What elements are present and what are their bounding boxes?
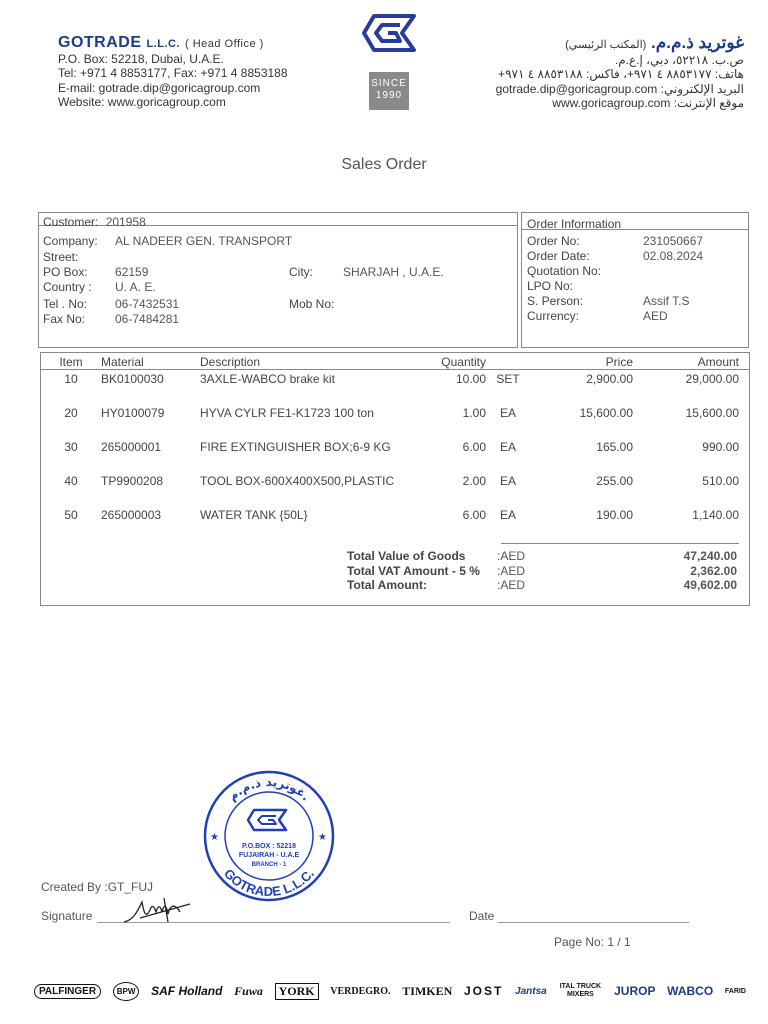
item-quantity: 10.00 — [455, 372, 486, 386]
timken-logo: TIMKEN — [402, 983, 453, 998]
jost-logo: JOST — [463, 984, 504, 998]
fax-value: 06-7484281 — [115, 312, 180, 326]
item-number: 40 — [64, 474, 78, 488]
lpo-label: LPO No: — [527, 279, 574, 293]
created-by: Created By :GT_FUJ — [41, 880, 154, 894]
item-number: 50 — [64, 508, 78, 522]
phone-fax: Tel: +971 4 8853177, Fax: +971 4 8853188 — [58, 66, 288, 80]
item-quantity: 2.00 — [462, 474, 486, 488]
address-arabic: ص.ب. ٥٢٢١٨، دبي، إ.ع.م. — [614, 52, 744, 67]
email-arabic: البريد الإلكتروني: gotrade.dip@goricagroup.com — [495, 81, 744, 96]
material-code: TP9900208 — [101, 474, 164, 488]
item-unit: EA — [499, 440, 516, 454]
bpw-logo: BPW — [113, 982, 140, 1001]
stamp-branch: BRANCH - 1 — [251, 862, 287, 868]
ital-logo: ITAL TRUCK MIXERS — [559, 983, 602, 998]
city-value: SHARJAH , U.A.E. — [343, 265, 444, 279]
company-stamp — [196, 766, 342, 902]
sperson-label: S. Person: — [527, 294, 584, 308]
mob-label: Mob No: — [289, 297, 335, 311]
country-row: Country : — [43, 280, 92, 294]
item-price: 190.00 — [596, 508, 633, 522]
tel-row: Tel . No: — [43, 297, 88, 311]
pobox-value: 62159 — [115, 265, 149, 279]
handwritten-signature — [120, 892, 204, 928]
signature-label: Signature — [41, 909, 93, 923]
country-value: U. A. E. — [115, 280, 156, 294]
stamp-pobox: P.O.BOX : 52218 — [242, 843, 296, 850]
tel-value: 06-7432531 — [115, 297, 180, 311]
order-info-heading: Order Information — [527, 217, 622, 231]
fuwa-logo: Fuwa — [234, 983, 263, 998]
items-box — [40, 352, 750, 606]
item-quantity: 1.00 — [462, 406, 486, 420]
col-amount: Amount — [633, 355, 739, 370]
company-name: GOTRADE L.L.C. ( Head Office ) — [58, 34, 264, 51]
website-arabic: موقع الإنترنت: www.goricagroup.com — [552, 96, 744, 110]
company-header-english — [58, 36, 358, 110]
item-unit: SET — [496, 372, 520, 386]
table-row — [41, 438, 749, 472]
stamp-location: FUJAIRAH - U.A.E — [238, 852, 300, 859]
company-name-arabic: غوتريد ذ.م.م. (المكتب الرئيسي) — [565, 33, 744, 52]
item-number: 10 — [64, 372, 78, 386]
item-unit: EA — [499, 406, 516, 420]
svg-text:GOTRADE L.L.C. — [221, 866, 317, 899]
item-price: 15,600.00 — [579, 406, 633, 420]
stamp-english-name: GOTRADE L.L.C. — [221, 865, 317, 900]
customer-box — [38, 212, 518, 348]
material-code: 265000003 — [101, 508, 162, 522]
email: E-mail: gotrade.dip@goricagroup.com — [58, 80, 261, 95]
sperson-value: Assif T.S — [643, 294, 690, 308]
table-row — [41, 506, 749, 540]
total-goods-value: 47,240.00 — [683, 549, 737, 563]
jurop-logo: JUROP — [614, 984, 656, 998]
currency-label: Currency: — [527, 309, 580, 323]
address: P.O. Box: 52218, Dubai, U.A.E. — [58, 51, 224, 66]
items-table — [41, 355, 749, 540]
item-description: WATER TANK {50L} — [200, 508, 308, 522]
item-price: 165.00 — [596, 440, 633, 454]
item-description: FIRE EXTINGUISHER BOX;6-9 KG — [200, 440, 391, 454]
item-amount: 990.00 — [702, 440, 739, 454]
palfinger-logo: PALFINGER — [34, 984, 101, 999]
item-amount: 15,600.00 — [685, 406, 739, 420]
phone-arabic: هاتف: ٨٨٥٣١٧٧ ٤ ٩٧١+، فاكس: ٨٨٥٣١٨٨ ٤ ٩٧١+ — [498, 67, 744, 81]
table-row — [41, 404, 749, 438]
page-number: Page No: 1 / 1 — [554, 935, 631, 949]
material-code: 265000001 — [101, 440, 162, 454]
company-logo-icon — [356, 13, 420, 53]
total-vat-value: 2,362.00 — [690, 564, 737, 578]
order-no-label: Order No: — [527, 234, 580, 248]
customer-row: Customer: 201958 — [43, 215, 146, 229]
city-label: City: — [289, 265, 313, 279]
order-date-label: Order Date: — [527, 249, 590, 263]
item-price: 2,900.00 — [586, 372, 633, 386]
table-row — [41, 472, 749, 506]
stamp-arabic-name: غوتريد ذ.م.م. — [225, 774, 313, 804]
pobox-row: PO Box: — [43, 265, 88, 279]
table-row — [41, 370, 749, 405]
item-amount: 1,140.00 — [692, 508, 739, 522]
company-header-arabic — [424, 33, 744, 111]
col-material: Material — [101, 355, 200, 370]
col-item: Item — [41, 355, 101, 370]
quotation-label: Quotation No: — [527, 264, 602, 278]
street-row: Street: — [43, 250, 79, 264]
saf-holland-logo: SAF Holland — [151, 984, 223, 998]
table-header-row — [41, 355, 749, 370]
item-number: 30 — [64, 440, 78, 454]
brand-logo-strip — [34, 978, 746, 1004]
stamp-star-right: ★ — [318, 832, 327, 843]
material-code: BK0100030 — [101, 372, 164, 386]
stamp-star-left: ★ — [210, 832, 219, 843]
verdegro-logo: VERDEGRO. — [330, 985, 391, 997]
total-vat-cur: :AED — [497, 564, 526, 578]
order-date-value: 02.08.2024 — [643, 249, 704, 263]
website: Website: www.goricagroup.com — [58, 95, 226, 109]
order-info-box — [521, 212, 749, 348]
item-description: TOOL BOX-600X400X500,PLASTIC — [200, 474, 395, 488]
item-amount: 29,000.00 — [685, 372, 739, 386]
item-quantity: 6.00 — [462, 508, 486, 522]
total-amount-value: 49,602.00 — [683, 578, 737, 592]
total-goods-label: Total Value of Goods — [347, 549, 466, 563]
farid-logo: FARID — [724, 987, 746, 995]
total-amount-cur: :AED — [497, 578, 526, 592]
item-quantity: 6.00 — [462, 440, 486, 454]
since-badge: SINCE 1990 — [369, 72, 409, 110]
material-code: HY0100079 — [101, 406, 165, 420]
jantsa-logo: Jantsa — [515, 985, 547, 997]
currency-value: AED — [643, 309, 668, 323]
item-unit: EA — [499, 508, 516, 522]
item-number: 20 — [64, 406, 78, 420]
col-price: Price — [530, 355, 633, 370]
order-no-value: 231050667 — [643, 234, 704, 248]
york-logo: YORK — [275, 983, 319, 1000]
total-amount-label: Total Amount: — [347, 578, 427, 592]
date-label: Date — [469, 909, 495, 923]
col-quantity: Quantity — [400, 355, 486, 370]
fax-row: Fax No: — [43, 312, 86, 326]
item-unit: EA — [499, 474, 516, 488]
item-price: 255.00 — [596, 474, 633, 488]
item-amount: 510.00 — [702, 474, 739, 488]
company-value: AL NADEER GEN. TRANSPORT — [115, 234, 293, 248]
wabco-logo: WABCO — [667, 984, 714, 998]
item-description: 3AXLE-WABCO brake kit — [200, 372, 335, 386]
document-title: Sales Order — [341, 156, 427, 173]
company-row: Company: — [43, 234, 98, 248]
item-description: HYVA CYLR FE1-K1723 100 ton — [200, 406, 374, 420]
total-goods-cur: :AED — [497, 549, 526, 563]
total-vat-label: Total VAT Amount - 5 % — [347, 564, 480, 578]
col-description: Description — [200, 355, 400, 370]
date-line — [498, 922, 689, 923]
